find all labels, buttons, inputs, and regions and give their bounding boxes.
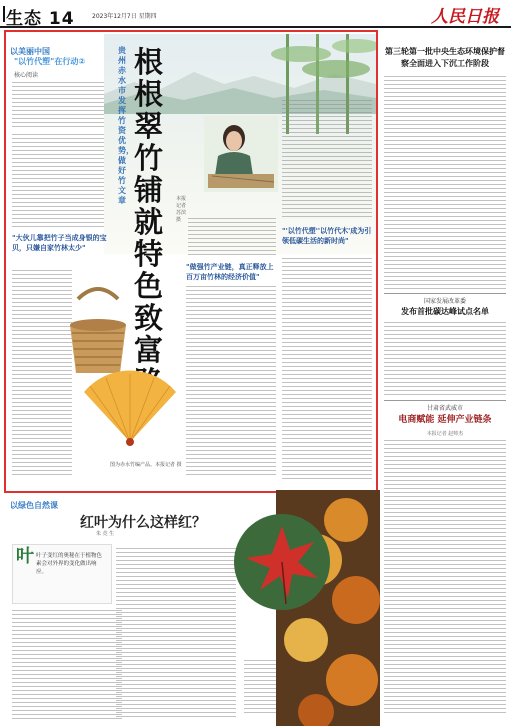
- news-body-2: [384, 322, 506, 398]
- column-divider: [384, 400, 506, 401]
- page-masthead: [0, 0, 511, 28]
- issue-date: 2023年12月7日 星期四: [92, 13, 157, 20]
- news-kicker-2: 国家发展改革委: [423, 298, 466, 305]
- news-headline-1: 第三轮第一批中央生态环境保护督察全面进入下沉工作阶段: [385, 47, 505, 68]
- intro-text: 叶子变红的奥秘在于植物色素会对外界的变化做出响应。: [36, 553, 103, 575]
- section-bar: [3, 6, 5, 22]
- section-heading-1: "大伙儿靠把竹子当成身银的宝贝，只嫌自家竹林太少": [12, 234, 107, 252]
- lower-author: 朱 竞 生: [96, 531, 115, 537]
- news-body-3: [384, 440, 506, 716]
- photo-byline: 本报记者 苏滨 摄: [176, 196, 187, 223]
- page-number: 14: [48, 9, 75, 29]
- lower-body-text: [116, 548, 236, 720]
- drop-cap: 叶: [16, 546, 34, 567]
- column-label: 以美丽中国: [10, 47, 50, 56]
- highlight-frame: [4, 30, 378, 493]
- article-subtitle: 贵州赤水市发挥竹资优势，做好竹文章: [118, 46, 134, 205]
- article-title: 根根翠竹铺就特色致富: [134, 45, 164, 367]
- news-headline-2: 发布首批碳达峰试点名单: [401, 307, 489, 316]
- lower-headline: 红叶为什么这样红？: [80, 515, 206, 531]
- red-leaf-photo: [232, 512, 332, 612]
- lower-column-label: 以绿色自然课: [10, 501, 58, 510]
- image-caption: 图为赤水竹编产品。本报记者 摄: [110, 462, 182, 468]
- column-divider: [384, 293, 506, 294]
- series-label: "以竹代塑"在行动②: [14, 57, 86, 66]
- core-reading-label: 核心阅读: [14, 72, 39, 79]
- news-headline-3: 电商赋能 延伸产业链条: [398, 415, 492, 425]
- news-kicker-3: 甘肃省武威市: [426, 405, 463, 412]
- section-heading-3: "'以竹代塑''以竹代木'成为引领低碳生活的新时尚": [282, 227, 372, 245]
- news-byline-3: 本报记者 赵帅杰: [426, 431, 464, 437]
- section-heading-2: "做强竹产业链，真正释放上百万亩竹林的经济价值": [186, 263, 274, 281]
- news-body-1: [384, 76, 506, 292]
- newspaper-logo: 人民日报: [431, 7, 499, 27]
- lower-body-text: [12, 610, 122, 720]
- section-name: 生态 14: [6, 9, 75, 29]
